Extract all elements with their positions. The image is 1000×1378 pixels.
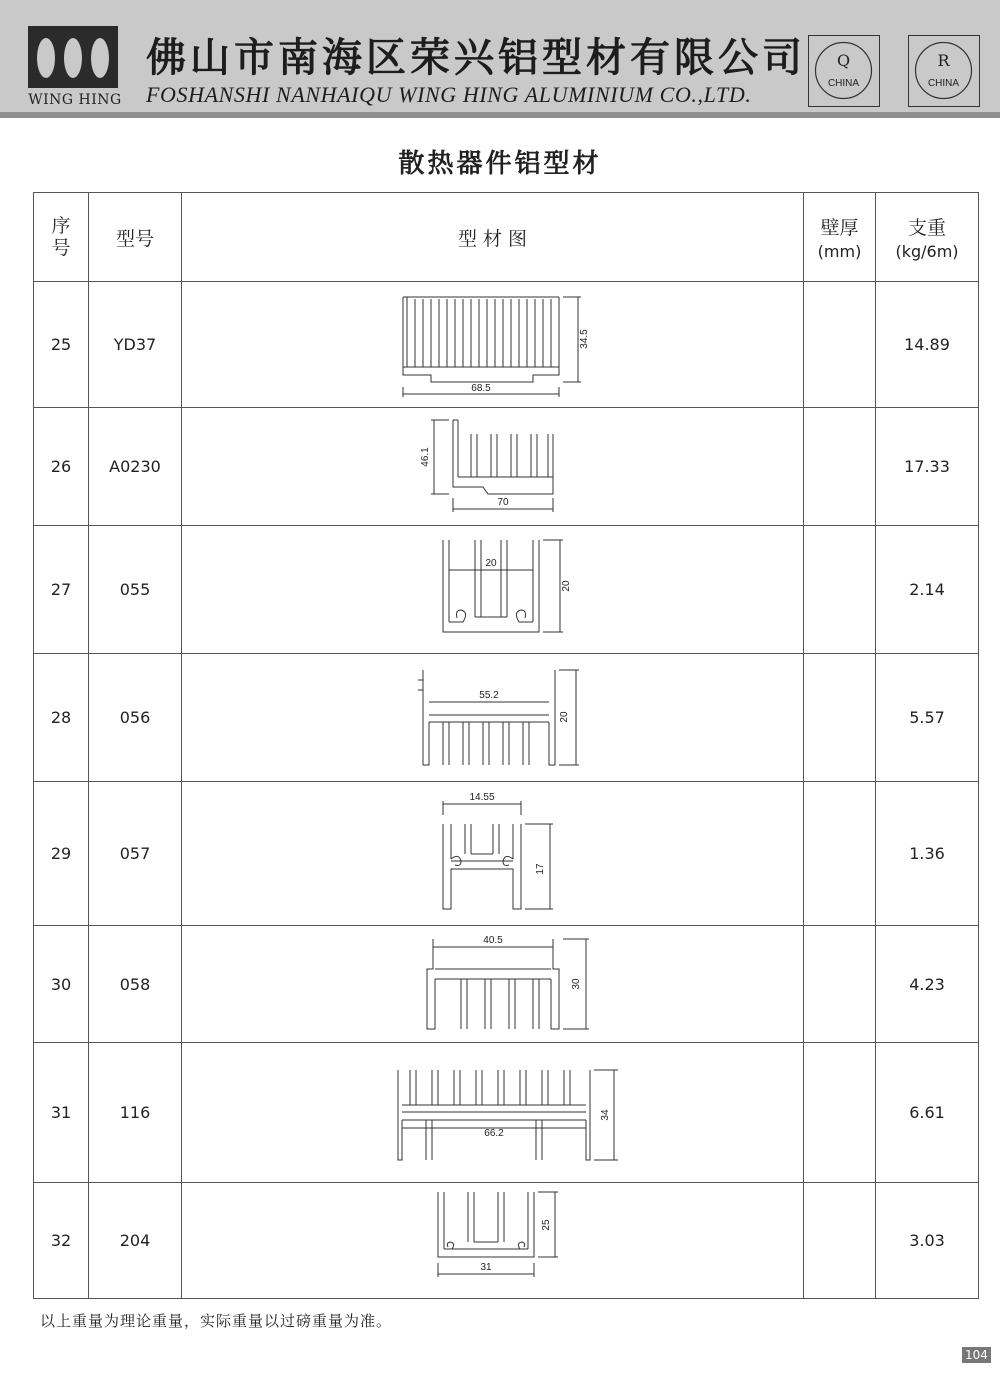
cert-r-letter: R — [937, 51, 950, 70]
quality-cert-badge — [808, 35, 880, 107]
dim-width: 68.5 — [470, 383, 491, 394]
cert-r-label: CHINA — [927, 78, 960, 89]
dim-height: 25 — [540, 1218, 552, 1231]
row-drawing — [182, 282, 804, 408]
row-thickness — [804, 782, 876, 926]
row-weight: 5.57 — [876, 654, 979, 782]
dim-width: 31 — [479, 1261, 492, 1273]
row-model: 057 — [89, 782, 182, 926]
company-name-en: FOSHANSHI NANHAIQU WING HING ALUMINIUM CO.,LTD. — [146, 82, 752, 107]
profile-drawing-a0230 — [393, 412, 593, 522]
header-weight: 支重 (kg/6m) — [876, 193, 979, 282]
row-drawing — [182, 408, 804, 526]
row-weight: 3.03 — [876, 1183, 979, 1299]
profile-drawing-058 — [393, 929, 593, 1039]
dim-height: 20 — [558, 711, 570, 723]
cert-q-label: CHINA — [827, 78, 860, 89]
header-thickness: 壁厚 (mm) — [804, 193, 876, 282]
row-drawing — [182, 1043, 804, 1183]
table-row — [34, 526, 979, 654]
row-thickness — [804, 408, 876, 526]
header-divider — [0, 112, 1000, 118]
table-row — [34, 282, 979, 408]
profile-drawing-055 — [403, 532, 583, 647]
row-weight: 1.36 — [876, 782, 979, 926]
dim-height: 17 — [534, 862, 546, 875]
header-model: 型号 — [89, 193, 182, 282]
header-drawing: 型 材 图 — [182, 193, 804, 282]
row-seq: 26 — [34, 408, 89, 526]
row-seq: 31 — [34, 1043, 89, 1183]
table-row — [34, 654, 979, 782]
company-logo — [28, 26, 118, 88]
company-name-cn: 佛山市南海区荣兴铝型材有限公司 — [146, 34, 806, 81]
logo-caption: WING HING — [28, 92, 122, 108]
row-seq: 27 — [34, 526, 89, 654]
dim-height: 30 — [570, 978, 582, 990]
row-model: YD37 — [89, 282, 182, 408]
dim-height: 46.1 — [419, 446, 431, 467]
table-row — [34, 1183, 979, 1299]
dim-height: 34 — [599, 1109, 611, 1121]
row-model: 116 — [89, 1043, 182, 1183]
dim-height: 34.5 — [578, 329, 590, 349]
dim-width: 14.55 — [468, 791, 495, 803]
row-model: 055 — [89, 526, 182, 654]
dim-width: 70 — [496, 496, 509, 508]
row-seq: 30 — [34, 926, 89, 1043]
dim-height: 20 — [560, 580, 572, 592]
row-weight: 2.14 — [876, 526, 979, 654]
table-row — [34, 408, 979, 526]
cert-q-letter: Q — [836, 51, 851, 70]
row-seq: 28 — [34, 654, 89, 782]
table-header-row — [34, 193, 979, 282]
row-model: 204 — [89, 1183, 182, 1299]
row-model: A0230 — [89, 408, 182, 526]
profile-drawing-057 — [413, 789, 573, 919]
row-weight: 6.61 — [876, 1043, 979, 1183]
header-seq: 序号 — [34, 193, 89, 282]
row-model: 056 — [89, 654, 182, 782]
weight-footnote: 以上重量为理论重量，实际重量以过磅重量为准。 — [40, 1312, 393, 1330]
dim-width: 55.2 — [478, 690, 499, 701]
profile-drawing-116 — [368, 1050, 618, 1175]
page-number: 104 — [962, 1347, 991, 1363]
row-thickness — [804, 654, 876, 782]
dim-width: 40.5 — [482, 935, 503, 946]
row-thickness — [804, 1183, 876, 1299]
row-drawing — [182, 654, 804, 782]
row-thickness — [804, 1043, 876, 1183]
page-title: 散热器件铝型材 — [398, 149, 602, 179]
row-seq: 25 — [34, 282, 89, 408]
row-thickness — [804, 282, 876, 408]
row-weight: 14.89 — [876, 282, 979, 408]
table-row — [34, 782, 979, 926]
dim-width: 66.2 — [483, 1128, 504, 1139]
row-weight: 17.33 — [876, 408, 979, 526]
page-header — [0, 0, 1000, 118]
row-model: 058 — [89, 926, 182, 1043]
row-drawing — [182, 926, 804, 1043]
profile-drawing-yd37 — [373, 287, 613, 402]
row-drawing — [182, 1183, 804, 1299]
row-drawing — [182, 526, 804, 654]
profile-drawing-204 — [408, 1187, 578, 1295]
profile-spec-table — [33, 192, 979, 1299]
table-row — [34, 926, 979, 1043]
row-weight: 4.23 — [876, 926, 979, 1043]
row-thickness — [804, 526, 876, 654]
row-drawing — [182, 782, 804, 926]
table-row — [34, 1043, 979, 1183]
dim-width: 20 — [484, 558, 497, 569]
row-seq: 32 — [34, 1183, 89, 1299]
profile-drawing-056 — [393, 660, 593, 775]
registered-cert-badge — [908, 35, 980, 107]
row-seq: 29 — [34, 782, 89, 926]
row-thickness — [804, 926, 876, 1043]
